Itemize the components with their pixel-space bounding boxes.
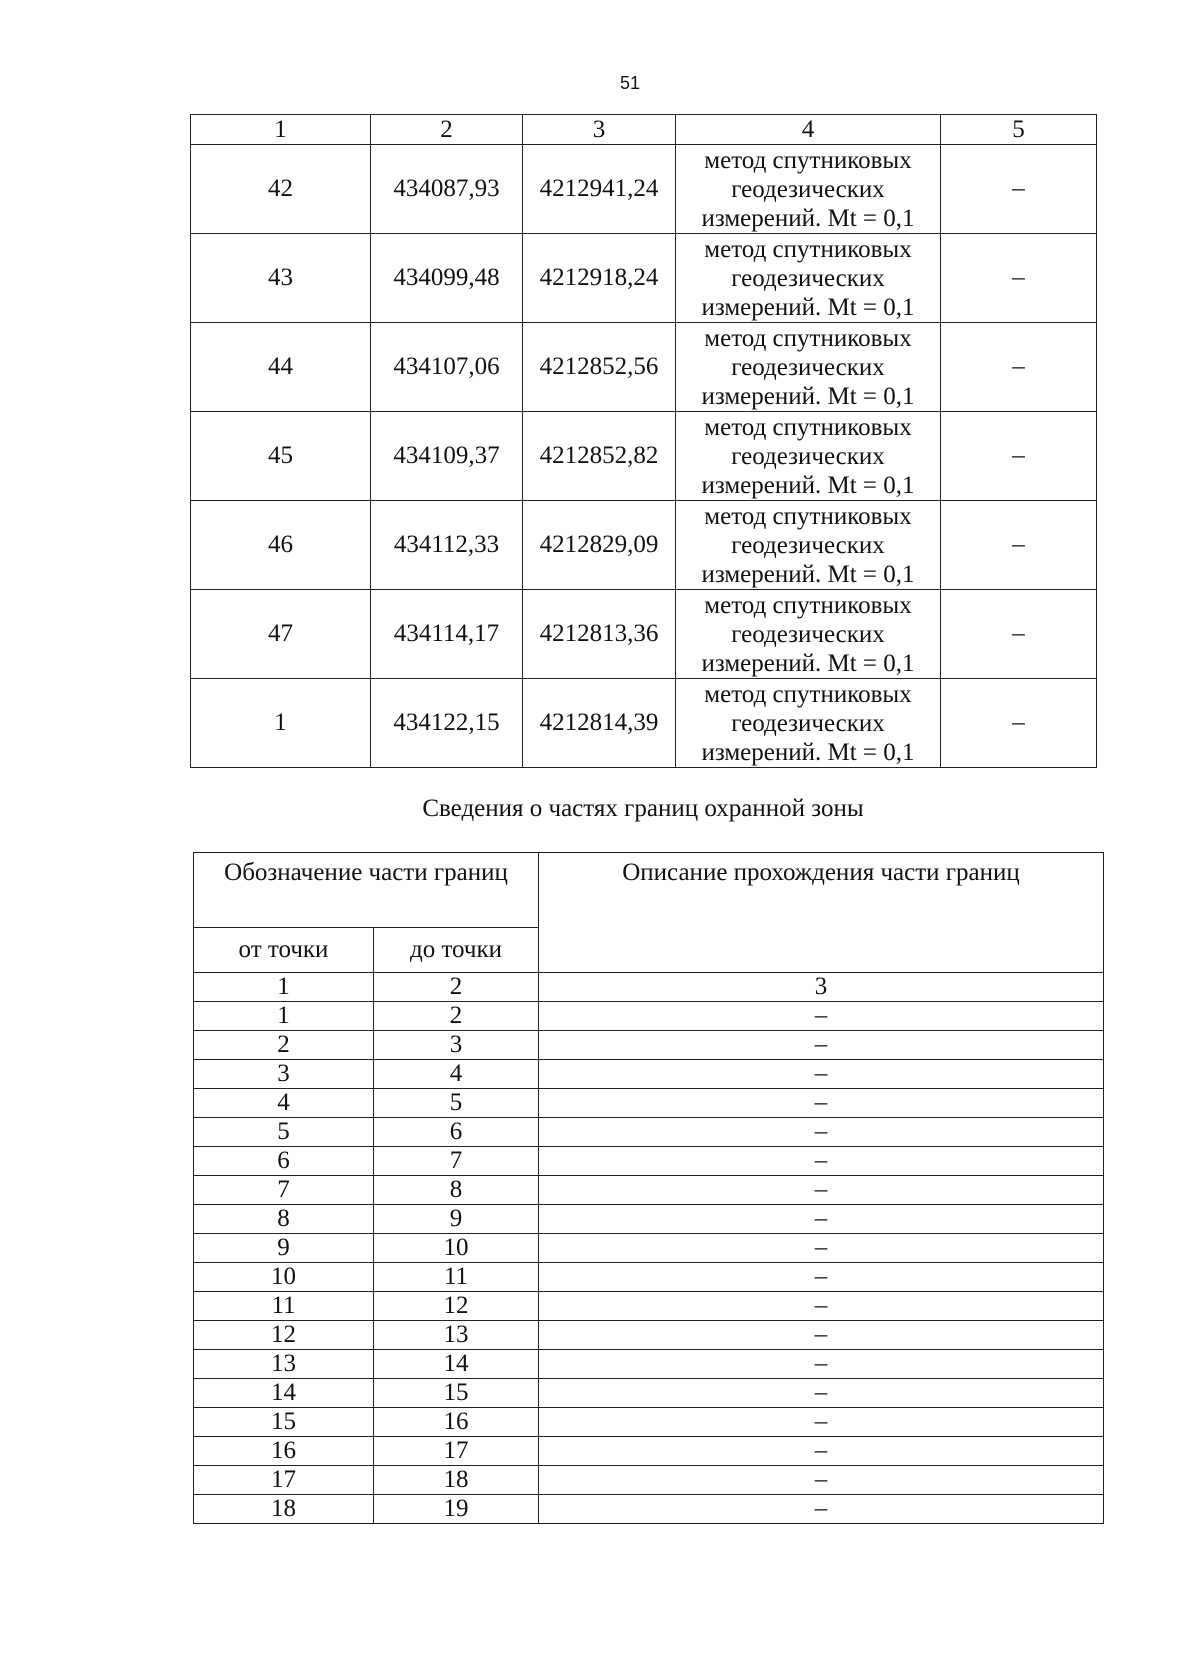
method-line: метод спутниковых [704, 502, 912, 530]
to-point: 15 [374, 1379, 539, 1408]
description-cell: – [539, 1263, 1104, 1292]
column-number: 1 [191, 115, 371, 145]
table-row [194, 1408, 1104, 1437]
table-row [194, 1292, 1104, 1321]
table-row [191, 234, 1097, 323]
method-line: измерений. Mt = 0,1 [701, 471, 915, 499]
table-row [191, 412, 1097, 501]
method-line: геодезических [731, 531, 885, 559]
from-point: 2 [194, 1031, 374, 1060]
to-point: 7 [374, 1147, 539, 1176]
note-cell: – [941, 412, 1097, 501]
to-point: 12 [374, 1292, 539, 1321]
method-line: метод спутниковых [704, 413, 912, 441]
to-point: 5 [374, 1089, 539, 1118]
description-cell: – [539, 1147, 1104, 1176]
table-row [191, 145, 1097, 234]
y-coordinate: 4212852,82 [523, 412, 676, 501]
point-number: 1 [191, 679, 371, 768]
from-point: 3 [194, 1060, 374, 1089]
note-cell: – [941, 679, 1097, 768]
column-number: 2 [371, 115, 523, 145]
to-point: 10 [374, 1234, 539, 1263]
table-row [194, 1002, 1104, 1031]
from-point: 4 [194, 1089, 374, 1118]
point-number: 42 [191, 145, 371, 234]
method-cell [676, 145, 941, 234]
table-row [191, 590, 1097, 679]
to-point: 4 [374, 1060, 539, 1089]
table-row [194, 1118, 1104, 1147]
description-cell: – [539, 1234, 1104, 1263]
from-point: 13 [194, 1350, 374, 1379]
from-point: 18 [194, 1495, 374, 1524]
method-line: геодезических [731, 709, 885, 737]
to-point: 9 [374, 1205, 539, 1234]
coordinates-table [190, 114, 1097, 768]
from-point: 12 [194, 1321, 374, 1350]
method-line: геодезических [731, 353, 885, 381]
designation-header: Обозначение части границ [194, 853, 539, 928]
x-coordinate: 434087,93 [371, 145, 523, 234]
section-title: Сведения о частях границ охранной зоны [422, 795, 864, 822]
table-row [191, 501, 1097, 590]
method-line: геодезических [731, 175, 885, 203]
description-cell: – [539, 1060, 1104, 1089]
description-cell: – [539, 1002, 1104, 1031]
description-cell: – [539, 1466, 1104, 1495]
method-line: метод спутниковых [704, 324, 912, 352]
x-coordinate: 434109,37 [371, 412, 523, 501]
description-header: Описание прохождения части границ [539, 853, 1104, 973]
to-point: 18 [374, 1466, 539, 1495]
to-point: 14 [374, 1350, 539, 1379]
x-coordinate: 434099,48 [371, 234, 523, 323]
x-coordinate: 434114,17 [371, 590, 523, 679]
method-line: измерений. Mt = 0,1 [701, 738, 915, 766]
to-point: 3 [374, 1031, 539, 1060]
point-number: 43 [191, 234, 371, 323]
method-line: метод спутниковых [704, 235, 912, 263]
table-row [194, 1176, 1104, 1205]
from-point: 1 [194, 1002, 374, 1031]
column-number: 5 [941, 115, 1097, 145]
description-cell: – [539, 1379, 1104, 1408]
method-line: метод спутниковых [704, 146, 912, 174]
method-cell [676, 323, 941, 412]
to-point: 11 [374, 1263, 539, 1292]
description-cell: – [539, 1205, 1104, 1234]
to-point: 16 [374, 1408, 539, 1437]
table-row [194, 1234, 1104, 1263]
method-line: измерений. Mt = 0,1 [701, 382, 915, 410]
note-cell: – [941, 590, 1097, 679]
table-row [194, 1437, 1104, 1466]
method-cell [676, 590, 941, 679]
method-cell [676, 501, 941, 590]
table-row [194, 1321, 1104, 1350]
parts-table-column-numbers [194, 973, 1104, 1002]
description-cell: – [539, 1350, 1104, 1379]
point-number: 45 [191, 412, 371, 501]
point-number: 47 [191, 590, 371, 679]
x-coordinate: 434112,33 [371, 501, 523, 590]
to-point: 17 [374, 1437, 539, 1466]
table-row [194, 1379, 1104, 1408]
y-coordinate: 4212813,36 [523, 590, 676, 679]
table-row [194, 1205, 1104, 1234]
to-point: 19 [374, 1495, 539, 1524]
note-cell: – [941, 501, 1097, 590]
parts-table-header-row [194, 853, 1104, 928]
boundary-parts-table [193, 852, 1104, 1524]
from-point: 17 [194, 1466, 374, 1495]
table-row [194, 1466, 1104, 1495]
x-coordinate: 434107,06 [371, 323, 523, 412]
table-row [191, 679, 1097, 768]
to-point: 6 [374, 1118, 539, 1147]
y-coordinate: 4212918,24 [523, 234, 676, 323]
table-row [194, 1031, 1104, 1060]
from-point: 15 [194, 1408, 374, 1437]
method-line: измерений. Mt = 0,1 [701, 560, 915, 588]
from-point: 5 [194, 1118, 374, 1147]
point-number: 44 [191, 323, 371, 412]
from-point: 7 [194, 1176, 374, 1205]
description-cell: – [539, 1292, 1104, 1321]
table-row [194, 1060, 1104, 1089]
page-number: 51 [619, 73, 641, 93]
coordinates-table-header [191, 115, 1097, 145]
description-cell: – [539, 1495, 1104, 1524]
from-point: 10 [194, 1263, 374, 1292]
column-number: 3 [539, 973, 1104, 1002]
method-line: метод спутниковых [704, 680, 912, 708]
y-coordinate: 4212814,39 [523, 679, 676, 768]
method-cell [676, 679, 941, 768]
from-point: 6 [194, 1147, 374, 1176]
to-point: 8 [374, 1176, 539, 1205]
note-cell: – [941, 234, 1097, 323]
note-cell: – [941, 323, 1097, 412]
y-coordinate: 4212829,09 [523, 501, 676, 590]
table-row [194, 1350, 1104, 1379]
from-point: 11 [194, 1292, 374, 1321]
column-number: 3 [523, 115, 676, 145]
description-cell: – [539, 1118, 1104, 1147]
to-point: 2 [374, 1002, 539, 1031]
note-cell: – [941, 145, 1097, 234]
column-number: 2 [374, 973, 539, 1002]
table-row [194, 1147, 1104, 1176]
point-number: 46 [191, 501, 371, 590]
column-number: 4 [676, 115, 941, 145]
table-row [194, 1495, 1104, 1524]
y-coordinate: 4212852,56 [523, 323, 676, 412]
method-line: геодезических [731, 442, 885, 470]
from-point: 14 [194, 1379, 374, 1408]
to-point: 13 [374, 1321, 539, 1350]
y-coordinate: 4212941,24 [523, 145, 676, 234]
description-cell: – [539, 1408, 1104, 1437]
description-cell: – [539, 1031, 1104, 1060]
from-point: 9 [194, 1234, 374, 1263]
description-cell: – [539, 1176, 1104, 1205]
method-line: метод спутниковых [704, 591, 912, 619]
method-line: измерений. Mt = 0,1 [701, 293, 915, 321]
description-cell: – [539, 1089, 1104, 1118]
table-row [194, 1263, 1104, 1292]
from-point: 16 [194, 1437, 374, 1466]
description-cell: – [539, 1437, 1104, 1466]
method-line: геодезических [731, 620, 885, 648]
column-number: 1 [194, 973, 374, 1002]
to-point-header: до точки [374, 928, 539, 973]
method-line: геодезических [731, 264, 885, 292]
from-point-header: от точки [194, 928, 374, 973]
x-coordinate: 434122,15 [371, 679, 523, 768]
method-line: измерений. Mt = 0,1 [701, 649, 915, 677]
method-cell [676, 412, 941, 501]
from-point: 8 [194, 1205, 374, 1234]
table-row [194, 1089, 1104, 1118]
method-line: измерений. Mt = 0,1 [701, 204, 915, 232]
method-cell [676, 234, 941, 323]
table-row [191, 323, 1097, 412]
description-cell: – [539, 1321, 1104, 1350]
